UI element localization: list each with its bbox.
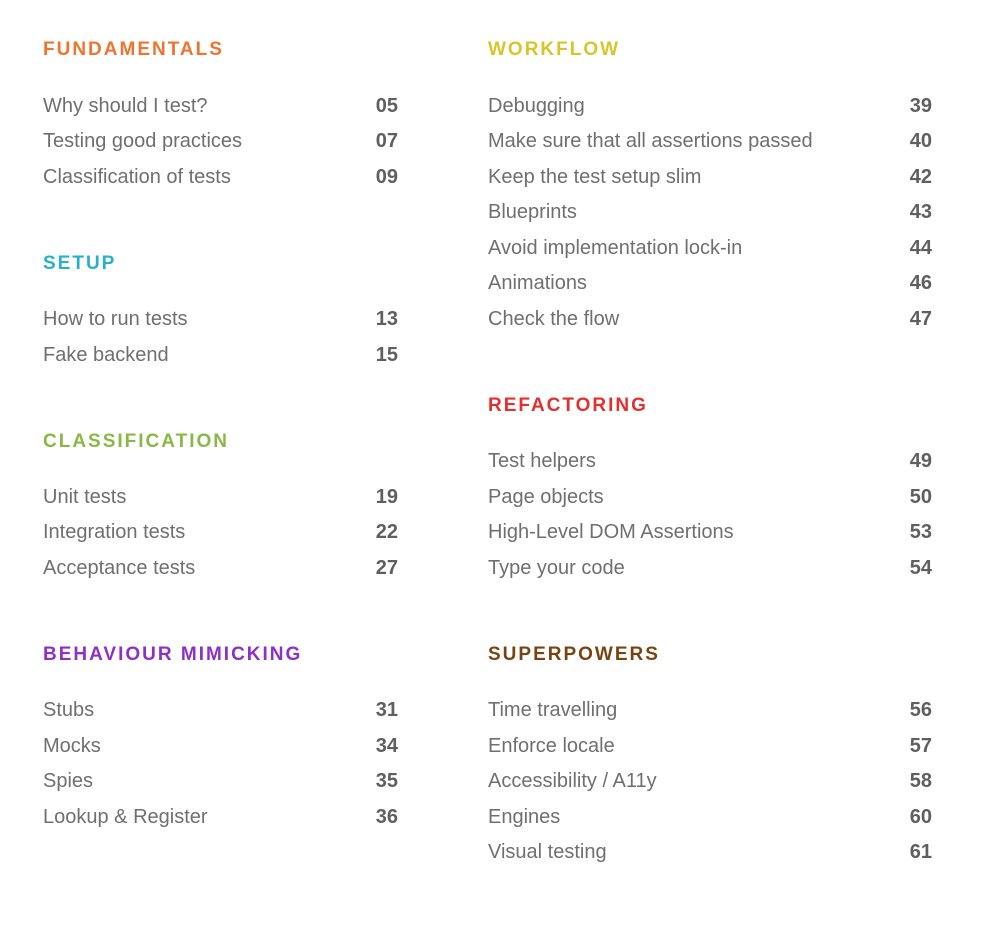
toc-item-page: 19 bbox=[375, 485, 398, 508]
toc-item-page: 13 bbox=[375, 307, 398, 330]
toc-item-integration-tests[interactable] bbox=[43, 519, 398, 545]
toc-item-title: Enforce locale bbox=[488, 734, 615, 757]
toc-item-page: 07 bbox=[375, 129, 398, 152]
toc-item-page: 15 bbox=[375, 343, 398, 366]
toc-item-page: 05 bbox=[375, 94, 398, 117]
section-title-refactoring: REFACTORING bbox=[488, 395, 648, 416]
toc-item-title: Visual testing bbox=[488, 840, 607, 863]
toc-item-debugging[interactable] bbox=[488, 93, 932, 119]
toc-item-page: 60 bbox=[909, 805, 932, 828]
toc-item-check-the-flow[interactable] bbox=[488, 306, 932, 332]
toc-item-page: 09 bbox=[375, 165, 398, 188]
toc-item-page: 39 bbox=[909, 94, 932, 117]
toc-item-title: Make sure that all assertions passed bbox=[488, 129, 813, 152]
toc-item-page: 46 bbox=[909, 271, 932, 294]
toc-item-page: 53 bbox=[909, 520, 932, 543]
toc-item-title: Keep the test setup slim bbox=[488, 165, 702, 188]
toc-item-fake-backend[interactable] bbox=[43, 342, 398, 368]
toc-item-page: 31 bbox=[375, 698, 398, 721]
toc-item-title: Page objects bbox=[488, 485, 604, 508]
toc-item-title: Fake backend bbox=[43, 343, 169, 366]
toc-item-page: 54 bbox=[909, 556, 932, 579]
toc-item-title: Test helpers bbox=[488, 449, 596, 472]
toc-item-accessibility-a11y[interactable] bbox=[488, 768, 932, 794]
toc-item-page: 34 bbox=[375, 734, 398, 757]
toc-item-title: High-Level DOM Assertions bbox=[488, 520, 734, 543]
toc-item-page: 36 bbox=[375, 805, 398, 828]
toc-item-title: Integration tests bbox=[43, 520, 186, 543]
toc-item-page: 22 bbox=[375, 520, 398, 543]
toc-item-title: Type your code bbox=[488, 556, 625, 579]
toc-item-title: Animations bbox=[488, 271, 587, 294]
toc-item-title: Avoid implementation lock-in bbox=[488, 236, 743, 259]
section-title-classification: CLASSIFICATION bbox=[43, 431, 229, 452]
toc-item-acceptance-tests[interactable] bbox=[43, 555, 398, 581]
toc-item-title: How to run tests bbox=[43, 307, 188, 330]
toc-item-mocks[interactable] bbox=[43, 733, 398, 759]
section-title-fundamentals: FUNDAMENTALS bbox=[43, 39, 224, 60]
toc-item-time-travelling[interactable] bbox=[488, 697, 932, 723]
toc-item-page: 43 bbox=[909, 200, 932, 223]
toc-item-title: Classification of tests bbox=[43, 165, 231, 188]
toc-item-animations[interactable] bbox=[488, 270, 932, 296]
toc-item-unit-tests[interactable] bbox=[43, 484, 398, 510]
toc-item-blueprints[interactable] bbox=[488, 199, 932, 225]
toc-item-title: Time travelling bbox=[488, 698, 618, 721]
toc-item-keep-test-setup-slim[interactable] bbox=[488, 164, 932, 190]
toc-item-make-sure-assertions-passed[interactable] bbox=[488, 128, 932, 154]
toc-item-page: 44 bbox=[909, 236, 932, 259]
toc-item-testing-good-practices[interactable] bbox=[43, 128, 398, 154]
toc-item-visual-testing[interactable] bbox=[488, 839, 932, 865]
toc-item-title: Lookup & Register bbox=[43, 805, 208, 828]
toc-item-page: 50 bbox=[909, 485, 932, 508]
toc-item-spies[interactable] bbox=[43, 768, 398, 794]
toc-item-page: 47 bbox=[909, 307, 932, 330]
toc-item-title: Stubs bbox=[43, 698, 95, 721]
toc-item-why-should-i-test[interactable] bbox=[43, 93, 398, 119]
toc-item-title: Spies bbox=[43, 769, 94, 792]
toc-item-classification-of-tests[interactable] bbox=[43, 164, 398, 190]
toc-item-title: Acceptance tests bbox=[43, 556, 196, 579]
section-title-behaviour-mimicking: BEHAVIOUR MIMICKING bbox=[43, 644, 303, 665]
toc-item-title: Check the flow bbox=[488, 307, 620, 330]
toc-item-page-objects[interactable] bbox=[488, 484, 932, 510]
toc-item-title: Debugging bbox=[488, 94, 585, 117]
toc-item-high-level-dom-assertions[interactable] bbox=[488, 519, 932, 545]
toc-item-avoid-implementation-lock-in[interactable] bbox=[488, 235, 932, 261]
toc-item-page: 40 bbox=[909, 129, 932, 152]
toc-item-page: 35 bbox=[375, 769, 398, 792]
toc-item-type-your-code[interactable] bbox=[488, 555, 932, 581]
section-title-setup: SETUP bbox=[43, 253, 117, 274]
toc-item-page: 56 bbox=[909, 698, 932, 721]
toc-item-title: Accessibility / A11y bbox=[488, 769, 657, 792]
toc-item-engines[interactable] bbox=[488, 804, 932, 830]
toc-item-title: Testing good practices bbox=[43, 129, 243, 152]
toc-item-how-to-run-tests[interactable] bbox=[43, 306, 398, 332]
toc-item-title: Engines bbox=[488, 805, 561, 828]
toc-item-enforce-locale[interactable] bbox=[488, 733, 932, 759]
toc-item-page: 27 bbox=[375, 556, 398, 579]
section-title-workflow: WORKFLOW bbox=[488, 39, 621, 60]
toc-item-page: 61 bbox=[909, 840, 932, 863]
toc-item-title: Unit tests bbox=[43, 485, 127, 508]
toc-item-page: 42 bbox=[909, 165, 932, 188]
toc-item-lookup-register[interactable] bbox=[43, 804, 398, 830]
toc-item-test-helpers[interactable] bbox=[488, 448, 932, 474]
toc-item-page: 57 bbox=[909, 734, 932, 757]
section-title-superpowers: SUPERPOWERS bbox=[488, 644, 660, 665]
toc-item-title: Why should I test? bbox=[43, 94, 208, 117]
toc-item-page: 49 bbox=[909, 449, 932, 472]
toc-item-title: Mocks bbox=[43, 734, 101, 757]
toc-item-page: 58 bbox=[909, 769, 932, 792]
toc-item-title: Blueprints bbox=[488, 200, 577, 223]
toc-item-stubs[interactable] bbox=[43, 697, 398, 723]
